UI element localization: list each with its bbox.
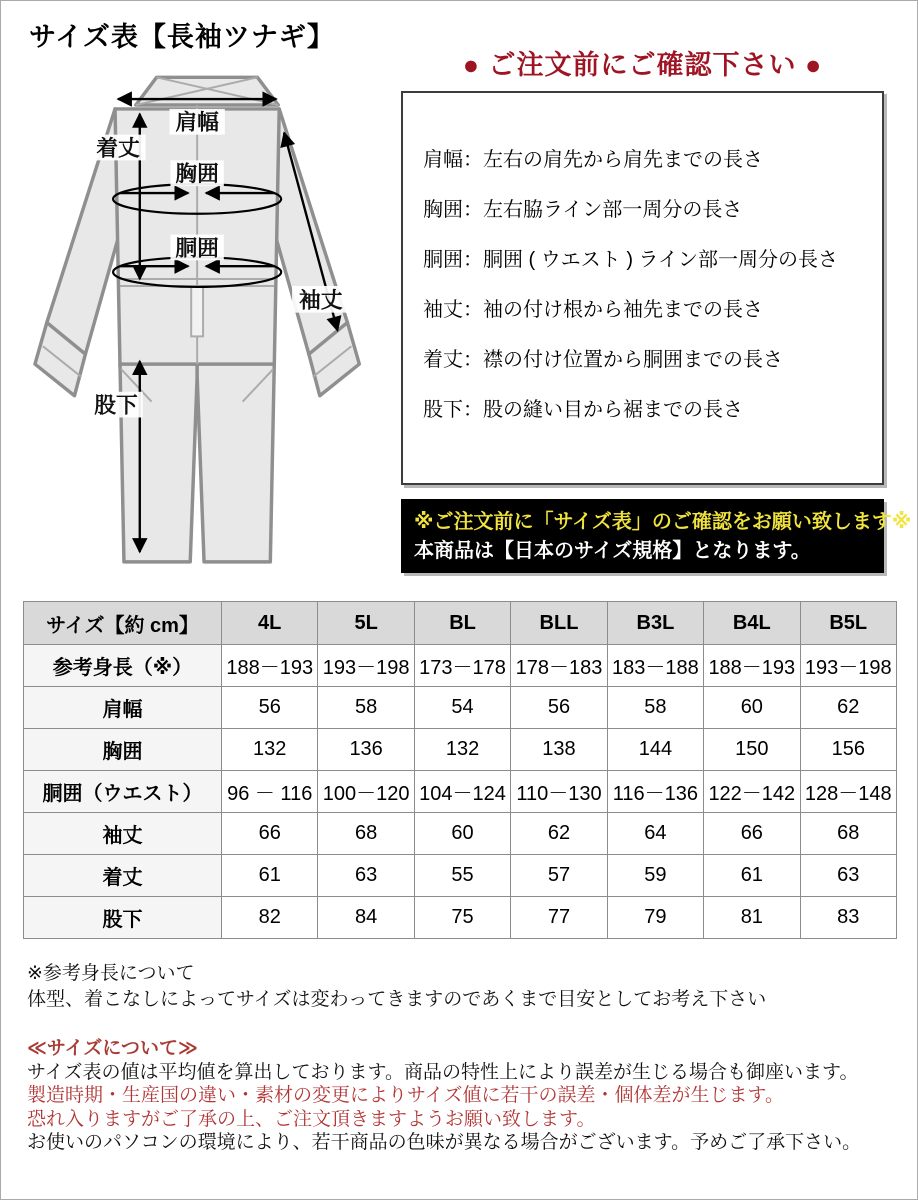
page-title: サイズ表【長袖ツナギ】 bbox=[29, 22, 335, 52]
size-cell: 100－120 bbox=[318, 771, 414, 813]
size-cell: 188－193 bbox=[704, 645, 800, 687]
size-cell: 138 bbox=[511, 729, 607, 771]
size-cell: 62 bbox=[800, 687, 896, 729]
size-cell: 66 bbox=[222, 813, 318, 855]
table-row-waist bbox=[24, 771, 897, 813]
size-cell: 193－198 bbox=[800, 645, 896, 687]
definition-sleeve: 袖丈：袖の付け根から袖先までの長さ bbox=[423, 299, 763, 321]
warning-line-1: ※ご注文前に「サイズ表」のご確認をお願い致します※ bbox=[414, 511, 912, 533]
size-note-line-2: 製造時期・生産国の違い・素材の変更によりサイズ値に若干の誤差・個体差が生じます。 bbox=[27, 1085, 784, 1106]
col-header-5l: 5L bbox=[318, 602, 414, 645]
diagram-label-chest: 胸囲 bbox=[175, 161, 219, 187]
size-cell: 193－198 bbox=[318, 645, 414, 687]
table-row-sleeve bbox=[24, 813, 897, 855]
zip-placket bbox=[191, 287, 203, 336]
table-row-height bbox=[24, 645, 897, 687]
size-cell: 82 bbox=[222, 897, 318, 939]
size-cell: 75 bbox=[414, 897, 510, 939]
size-cell: 54 bbox=[414, 687, 510, 729]
size-cell: 81 bbox=[704, 897, 800, 939]
size-cell: 144 bbox=[607, 729, 703, 771]
size-cell: 178－183 bbox=[511, 645, 607, 687]
diagram-label-sleeve: 袖丈 bbox=[298, 287, 343, 313]
size-cell: 55 bbox=[414, 855, 510, 897]
diagram-label-body-length: 着丈 bbox=[96, 135, 140, 161]
col-header-b3l: B3L bbox=[607, 602, 703, 645]
size-cell: 96 － 116 bbox=[222, 771, 318, 813]
diagram-label-inseam: 股下 bbox=[94, 392, 138, 418]
size-cell: 183－188 bbox=[607, 645, 703, 687]
size-note-line-3: 恐れ入りますがご了承の上、ご注文頂きますようお願い致します。 bbox=[27, 1108, 596, 1130]
size-cell: 63 bbox=[318, 855, 414, 897]
row-label: 参考身長（※） bbox=[24, 645, 222, 687]
size-cell: 60 bbox=[704, 687, 800, 729]
size-warning-box bbox=[401, 499, 912, 573]
size-cell: 62 bbox=[511, 813, 607, 855]
size-cell: 56 bbox=[222, 687, 318, 729]
size-cell: 122－142 bbox=[704, 771, 800, 813]
size-cell: 58 bbox=[318, 687, 414, 729]
right-sleeve bbox=[270, 109, 347, 354]
col-header-b4l: B4L bbox=[704, 602, 800, 645]
size-cell: 150 bbox=[704, 729, 800, 771]
warning-line-2: 本商品は【日本のサイズ規格】となります。 bbox=[414, 540, 811, 562]
size-cell: 77 bbox=[511, 897, 607, 939]
table-header-row bbox=[24, 602, 897, 645]
row-label: 袖丈 bbox=[24, 813, 222, 855]
table-row-inseam bbox=[24, 897, 897, 939]
size-cell: 83 bbox=[800, 897, 896, 939]
size-table bbox=[23, 601, 897, 939]
height-note-body: 体型、着こなしによってサイズは変わってきますのであくまで目安としてお考え下さい bbox=[27, 989, 767, 1010]
row-label: 着丈 bbox=[24, 855, 222, 897]
pre-order-notice-heading: ● ご注文前にご確認下さい ● bbox=[462, 50, 823, 80]
size-cell: 59 bbox=[607, 855, 703, 897]
row-label: 胸囲 bbox=[24, 729, 222, 771]
about-size-note bbox=[27, 1037, 861, 1155]
col-header-size: サイズ【約 cm】 bbox=[24, 602, 222, 645]
size-cell: 66 bbox=[704, 813, 800, 855]
size-note-title: ≪サイズについて≫ bbox=[27, 1038, 198, 1059]
row-label: 肩幅 bbox=[24, 687, 222, 729]
size-cell: 60 bbox=[414, 813, 510, 855]
size-cell: 56 bbox=[511, 687, 607, 729]
size-cell: 79 bbox=[607, 897, 703, 939]
coverall-measurement-diagram bbox=[31, 67, 387, 587]
size-cell: 61 bbox=[222, 855, 318, 897]
size-cell: 136 bbox=[318, 729, 414, 771]
size-note-line-1: サイズ表の値は平均値を算出しております。商品の特性上により誤差が生じる場合も御座います。 bbox=[27, 1061, 859, 1083]
size-note-line-4: お使いのパソコンの環境により、若干商品の色味が異なる場合がございます。予めご了承下さい。 bbox=[27, 1132, 862, 1153]
table-row-chest bbox=[24, 729, 897, 771]
size-cell: 188－193 bbox=[222, 645, 318, 687]
definition-shoulder: 肩幅：左右の肩先から肩先までの長さ bbox=[423, 149, 763, 171]
table-row-shoulder bbox=[24, 687, 897, 729]
size-cell: 64 bbox=[607, 813, 703, 855]
size-cell: 61 bbox=[704, 855, 800, 897]
size-cell: 110－130 bbox=[511, 771, 607, 813]
size-cell: 156 bbox=[800, 729, 896, 771]
size-cell: 116－136 bbox=[607, 771, 703, 813]
table-row-body-length bbox=[24, 855, 897, 897]
row-label: 股下 bbox=[24, 897, 222, 939]
diagram-label-shoulder: 肩幅 bbox=[175, 109, 219, 135]
height-note-title: ※参考身長について bbox=[27, 963, 195, 984]
definition-body-length: 着丈：襟の付け位置から胴囲までの長さ bbox=[423, 349, 783, 371]
size-cell: 68 bbox=[800, 813, 896, 855]
size-cell: 104－124 bbox=[414, 771, 510, 813]
col-header-4l: 4L bbox=[222, 602, 318, 645]
definition-inseam: 股下：股の縫い目から裾までの長さ bbox=[423, 399, 743, 421]
size-cell: 58 bbox=[607, 687, 703, 729]
size-cell: 63 bbox=[800, 855, 896, 897]
row-label: 胴囲（ウエスト） bbox=[24, 771, 222, 813]
size-cell: 128－148 bbox=[800, 771, 896, 813]
col-header-bl: BL bbox=[414, 602, 510, 645]
col-header-b5l: B5L bbox=[800, 602, 896, 645]
definition-chest: 胸囲：左右脇ライン部一周分の長さ bbox=[423, 199, 743, 221]
size-cell: 57 bbox=[511, 855, 607, 897]
size-cell: 68 bbox=[318, 813, 414, 855]
col-header-bll: BLL bbox=[511, 602, 607, 645]
definition-waist: 胴囲：胴囲 ( ウエスト ) ライン部一周分の長さ bbox=[423, 249, 838, 271]
size-cell: 173－178 bbox=[414, 645, 510, 687]
diagram-label-waist: 胴囲 bbox=[175, 235, 219, 261]
reference-height-note bbox=[27, 961, 766, 1013]
size-cell: 132 bbox=[414, 729, 510, 771]
right-leg bbox=[197, 364, 274, 562]
size-cell: 132 bbox=[222, 729, 318, 771]
size-cell: 84 bbox=[318, 897, 414, 939]
measurement-definitions-box bbox=[401, 91, 884, 485]
